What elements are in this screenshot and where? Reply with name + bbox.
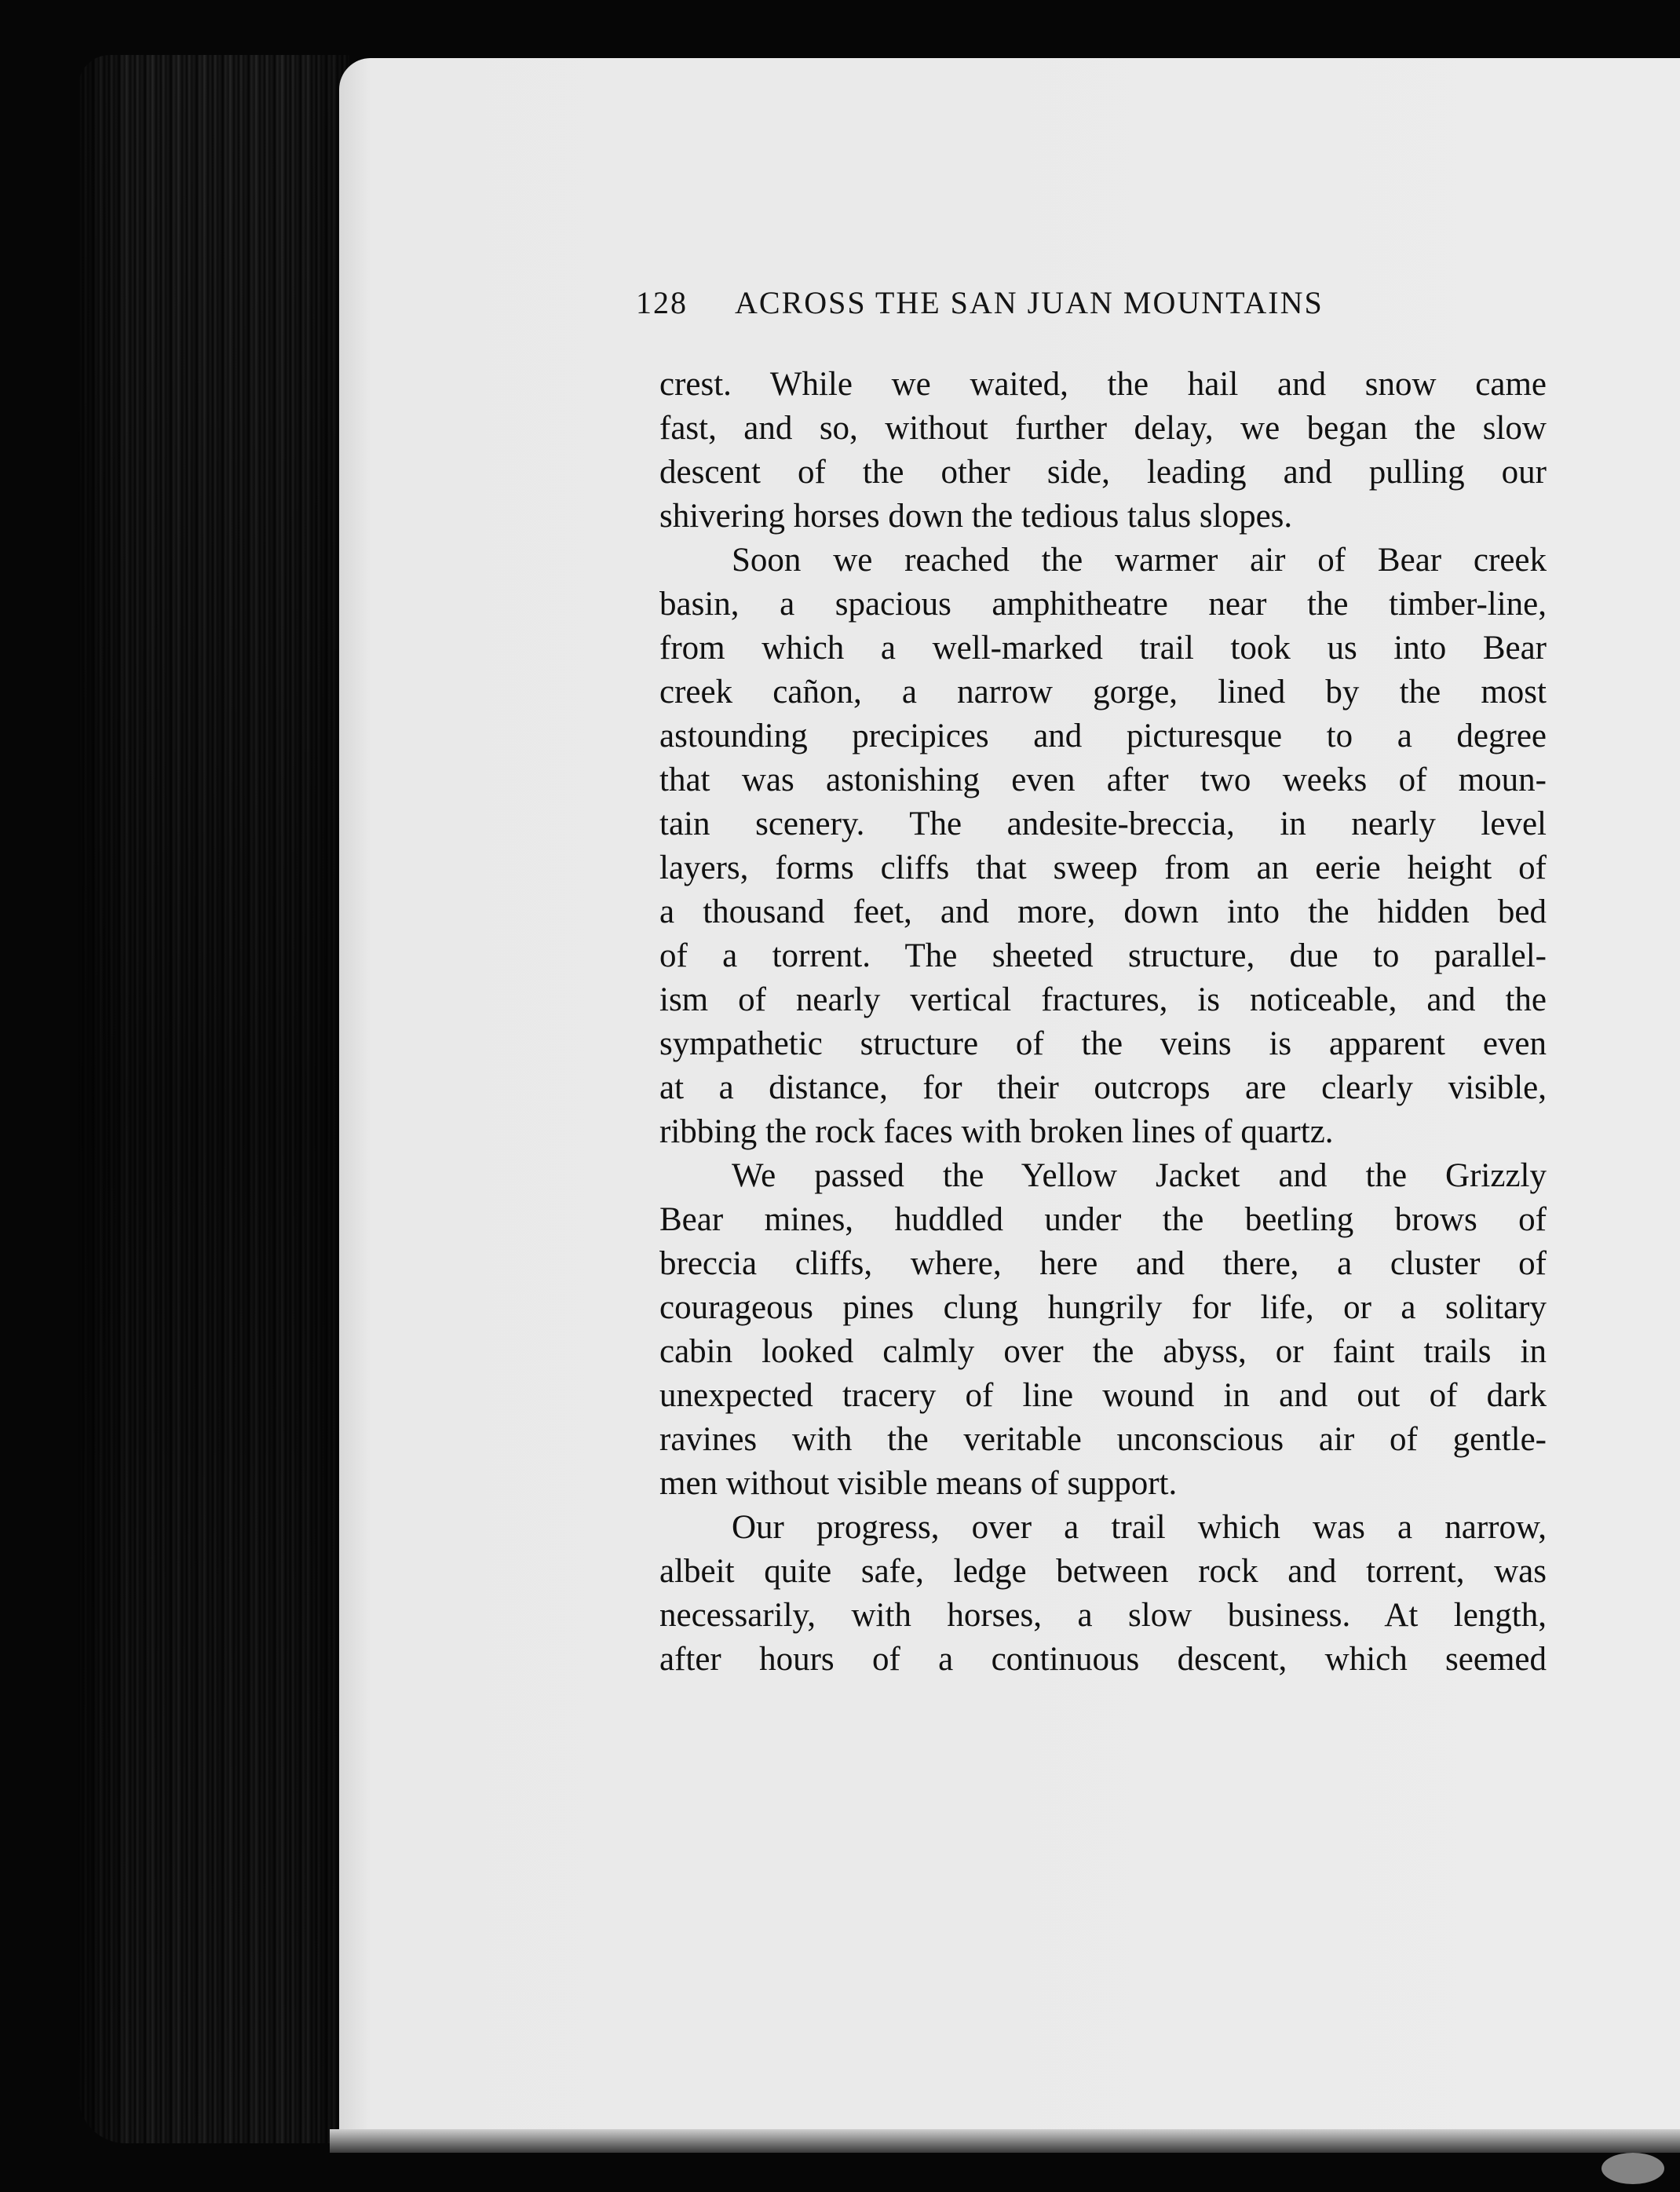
- text-line: unexpected tracery of line wound in and out of dark: [659, 1377, 1547, 1414]
- text-line: albeit quite safe, ledge between rock and torrent, was: [659, 1553, 1547, 1590]
- text-line: descent of the other side, leading and pulling our: [659, 454, 1547, 491]
- scan-artifact: [1601, 2153, 1664, 2184]
- text-line: fast, and so, without further delay, we began the slow: [659, 410, 1547, 447]
- text-line: a thousand feet, and more, down into the hidden bed: [659, 893, 1547, 930]
- text-line: shivering horses down the tedious talus slopes.: [659, 498, 1293, 535]
- text-line: astounding precipices and picturesque to a degree: [659, 718, 1547, 754]
- text-line: breccia cliffs, where, here and there, a cluster of: [659, 1245, 1547, 1282]
- text-line: crest. While we waited, the hail and snow came: [659, 366, 1547, 403]
- text-line: basin, a spacious amphitheatre near the timber-line,: [659, 586, 1547, 623]
- paragraph-first-line: Our progress, over a trail which was a narrow,: [732, 1509, 1547, 1546]
- text-line: after hours of a continuous descent, which seemed: [659, 1641, 1547, 1678]
- text-line: sympathetic structure of the veins is apparent even: [659, 1025, 1547, 1062]
- text-line: ism of nearly vertical fractures, is noticeable, and the: [659, 981, 1547, 1018]
- text-line: from which a well-marked trail took us into Bear: [659, 630, 1547, 667]
- text-line: that was astonishing even after two weeks of moun-: [659, 762, 1547, 798]
- text-line: men without visible means of support.: [659, 1465, 1178, 1502]
- text-line: courageous pines clung hungrily for life, or a solitary: [659, 1289, 1547, 1326]
- text-line: necessarily, with horses, a slow business. At length,: [659, 1597, 1547, 1634]
- text-line: cabin looked calmly over the abyss, or faint trails in: [659, 1333, 1547, 1370]
- page-bottom-edge: [330, 2129, 1680, 2153]
- running-title: ACROSS THE SAN JUAN MOUNTAINS: [735, 285, 1324, 320]
- paragraph-first-line: We passed the Yellow Jacket and the Grizzly: [732, 1157, 1547, 1194]
- text-line: at a distance, for their outcrops are clearly visible,: [659, 1069, 1547, 1106]
- text-line: ribbing the rock faces with broken lines of quartz.: [659, 1113, 1334, 1150]
- text-line: Bear mines, huddled under the beetling brows of: [659, 1201, 1547, 1238]
- text-line: layers, forms cliffs that sweep from an eerie height of: [659, 849, 1547, 886]
- text-line: of a torrent. The sheeted structure, due to parallel-: [659, 937, 1547, 974]
- text-line: tain scenery. The andesite-breccia, in nearly level: [659, 806, 1547, 842]
- running-head: [636, 284, 1421, 331]
- body-text: [659, 363, 1547, 1682]
- page-number: 128: [636, 285, 688, 320]
- book-fore-edge: [79, 55, 349, 2143]
- paragraph-first-line: Soon we reached the warmer air of Bear creek: [732, 542, 1547, 579]
- text-line: ravines with the veritable unconscious air of gentle-: [659, 1421, 1547, 1458]
- text-line: creek cañon, a narrow gorge, lined by the most: [659, 674, 1547, 711]
